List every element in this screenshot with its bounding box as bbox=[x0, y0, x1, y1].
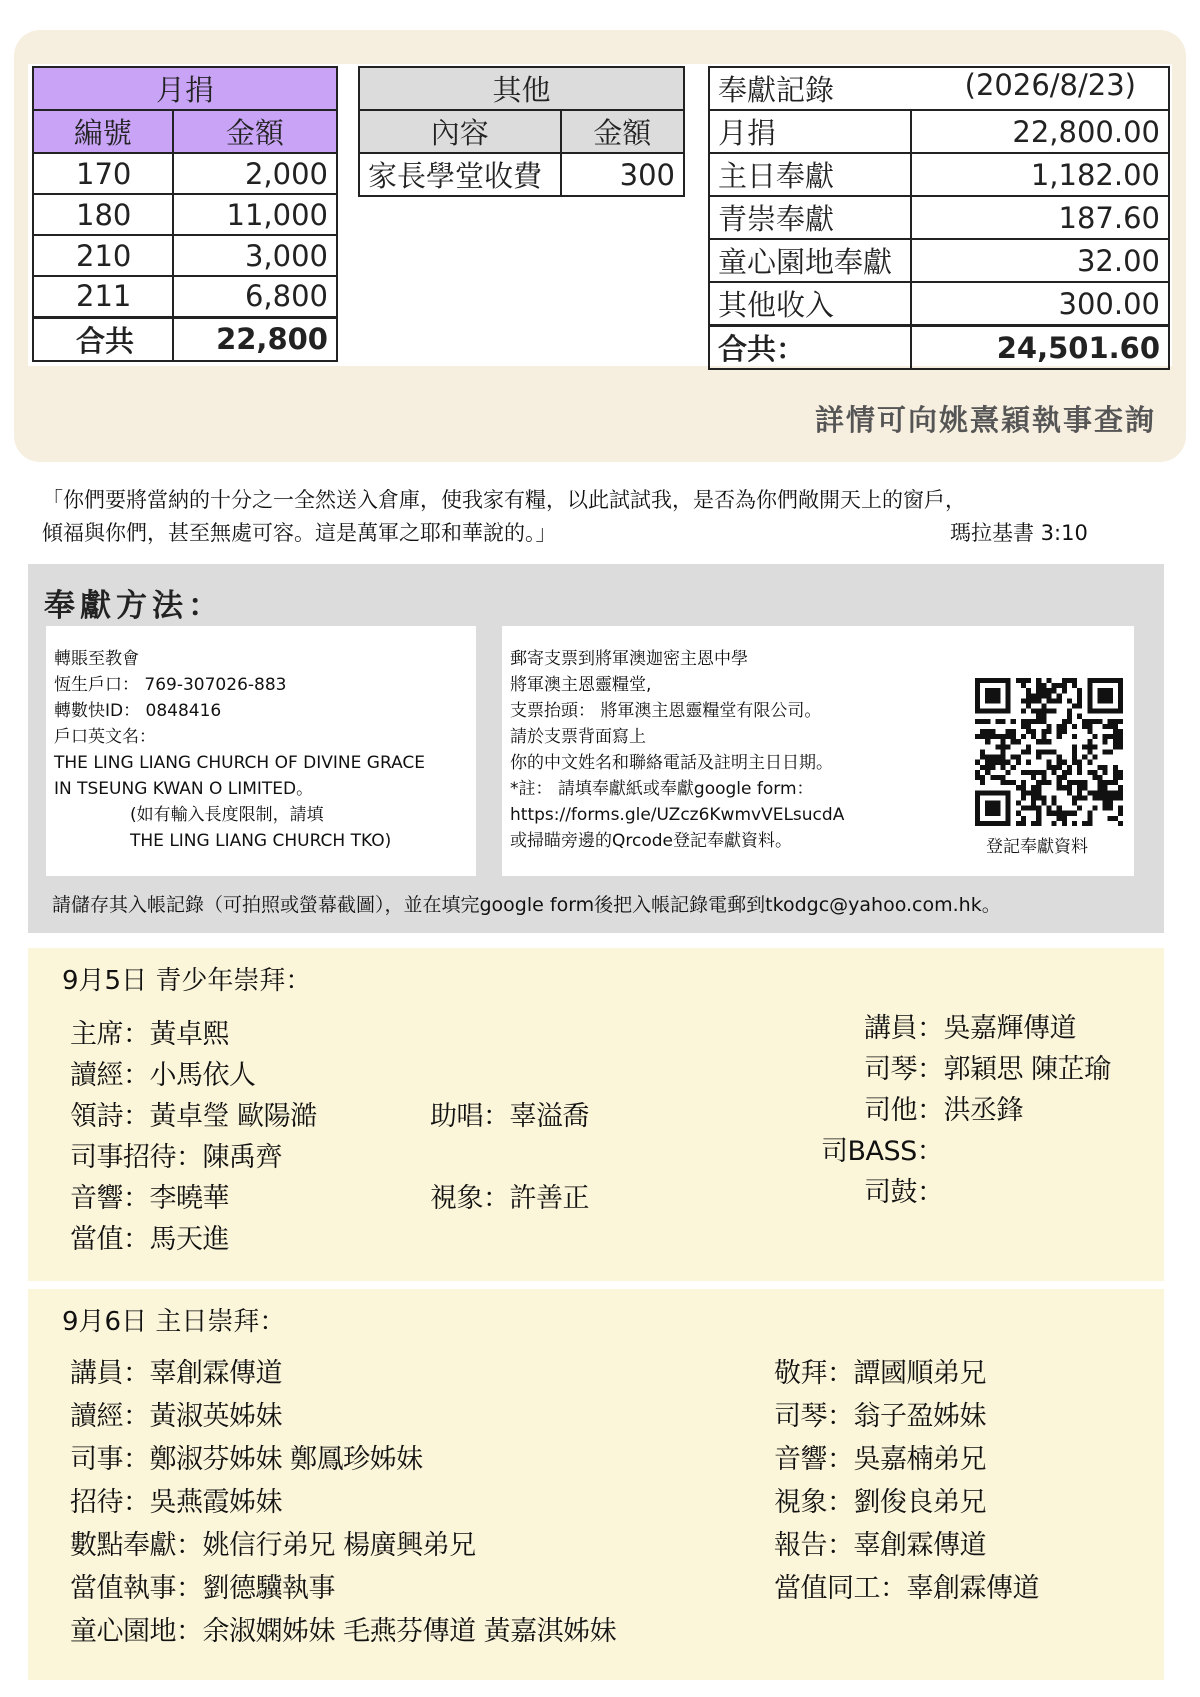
monthly-table-title: 月捐 bbox=[33, 67, 337, 110]
roster-worship-leader: 領詩：黃卓瑩 歐陽澔 bbox=[70, 1101, 317, 1132]
monthly-no: 170 bbox=[33, 153, 173, 194]
qr-caption: 登記奉獻資料 bbox=[986, 837, 1088, 857]
roster-piano: 司琴：郭穎思 陳芷瑜 bbox=[864, 1054, 1111, 1085]
table-row bbox=[33, 194, 337, 235]
other-col-content: 內容 bbox=[359, 110, 561, 153]
roster-reading: 讀經：黃淑英姊妹 bbox=[70, 1401, 282, 1432]
roster-drums: 司鼓： bbox=[864, 1177, 944, 1208]
other-col-amount: 金額 bbox=[561, 110, 685, 153]
scripture-line: 傾福與你們，甚至無處可容。這是萬軍之耶和華說的。」 bbox=[42, 521, 557, 545]
table-row bbox=[709, 196, 1169, 239]
monthly-amount: 6,800 bbox=[173, 276, 337, 317]
roster-speaker: 講員：吳嘉輝傳道 bbox=[864, 1013, 1076, 1044]
bank-transfer-box bbox=[46, 626, 476, 876]
record-total-value: 24,501.60 bbox=[911, 326, 1169, 370]
cheque-line: *註： 請填奉獻紙或奉獻google form： bbox=[510, 779, 814, 799]
roster-welcome: 招待：吳燕霞姊妹 bbox=[70, 1487, 282, 1518]
offering-record-table bbox=[708, 66, 1170, 370]
roster-usher: 司事招待：陳禹齊 bbox=[70, 1142, 282, 1173]
other-income-table bbox=[358, 66, 685, 197]
sunday-service-roster bbox=[28, 1289, 1164, 1680]
youth-service-roster bbox=[28, 948, 1164, 1281]
record-table-header bbox=[709, 67, 1169, 110]
monthly-no: 180 bbox=[33, 194, 173, 235]
record-label: 其他收入 bbox=[709, 282, 911, 326]
record-value: 1,182.00 bbox=[911, 153, 1169, 196]
bank-line: (如有輸入長度限制，請填 bbox=[130, 805, 324, 825]
other-amount: 300 bbox=[561, 153, 685, 196]
sunday-service-title: 9月6日 主日崇拜： bbox=[62, 1307, 286, 1337]
cheque-payee: 支票抬頭： 將軍澳主恩靈糧堂有限公司。 bbox=[510, 701, 822, 721]
account-name: IN TSEUNG KWAN O LIMITED。 bbox=[54, 779, 314, 799]
roster-chair: 主席：黃卓熙 bbox=[70, 1019, 229, 1050]
youth-service-title: 9月5日 青少年崇拜： bbox=[62, 966, 312, 996]
roster-bass: 司BASS： bbox=[821, 1136, 944, 1167]
monthly-col-amount: 金額 bbox=[173, 110, 337, 153]
record-label: 主日奉獻 bbox=[709, 153, 911, 196]
cheque-line: 將軍澳主恩靈糧堂, bbox=[510, 675, 652, 695]
monthly-no: 211 bbox=[33, 276, 173, 317]
record-label: 月捐 bbox=[709, 110, 911, 153]
cheque-line: 郵寄支票到將軍澳迦密主恩中學 bbox=[510, 649, 748, 669]
bank-line: 轉賬至教會 bbox=[54, 649, 139, 669]
table-row bbox=[709, 110, 1169, 153]
monthly-amount: 2,000 bbox=[173, 153, 337, 194]
record-value: 300.00 bbox=[911, 282, 1169, 326]
roster-offering-count: 數點奉獻：姚信行弟兄 楊廣興弟兄 bbox=[70, 1530, 476, 1561]
table-row bbox=[33, 153, 337, 194]
roster-sound: 音響：李曉華 bbox=[70, 1183, 229, 1214]
record-total-label: 合共： bbox=[709, 326, 911, 370]
roster-children: 童心園地：余淑嫻姊妹 毛燕芬傳道 黃嘉淇姊妹 bbox=[70, 1616, 617, 1647]
table-row bbox=[33, 276, 337, 317]
roster-visual: 視象：劉俊良弟兄 bbox=[774, 1487, 986, 1518]
scripture-reference: 瑪拉基書 3:10 bbox=[950, 521, 1088, 545]
roster-sound: 音響：吳嘉楠弟兄 bbox=[774, 1444, 986, 1475]
method-title: 奉獻方法： bbox=[44, 588, 224, 624]
roster-speaker: 講員：辜創霖傳道 bbox=[70, 1358, 282, 1389]
roster-duty-deacon: 當值執事：劉德驥執事 bbox=[70, 1573, 335, 1604]
roster-worship: 敬拜：譚國順弟兄 bbox=[774, 1358, 986, 1389]
roster-guitar: 司他：洪丞鋒 bbox=[864, 1095, 1023, 1126]
table-row bbox=[359, 153, 684, 196]
cheque-box bbox=[502, 626, 1134, 876]
contact-note: 詳情可向姚熹穎執事查詢 bbox=[814, 403, 1156, 437]
monthly-total-label: 合共 bbox=[33, 317, 173, 361]
roster-ushers: 司事：鄭淑芬姊妹 鄭鳳珍姊妹 bbox=[70, 1444, 423, 1475]
record-total-row bbox=[709, 326, 1169, 370]
record-title: 奉獻記錄 bbox=[718, 73, 835, 107]
record-value: 22,800.00 bbox=[911, 110, 1169, 153]
scripture-line: 「你們要將當納的十分之一全然送入倉庫，使我家有糧，以此試試我，是否為你們敞開天上的窗戶， bbox=[42, 488, 966, 512]
roster-piano: 司琴：翁子盈姊妹 bbox=[774, 1401, 986, 1432]
google-form-link[interactable]: https://forms.gle/UZcz6KwmvVELsucdA bbox=[510, 805, 845, 825]
table-row bbox=[709, 282, 1169, 326]
bank-line: 戶口英文名： bbox=[54, 727, 156, 747]
cheque-line: 請於支票背面寫上 bbox=[510, 727, 646, 747]
monthly-col-no: 編號 bbox=[33, 110, 173, 153]
monthly-amount: 3,000 bbox=[173, 235, 337, 276]
cheque-line: 你的中文姓名和聯絡電話及註明主日日期。 bbox=[510, 753, 833, 773]
roster-reading: 讀經：小馬依人 bbox=[70, 1060, 256, 1091]
record-label: 童心園地奉獻 bbox=[709, 239, 911, 282]
roster-duty: 當值：馬天進 bbox=[70, 1224, 229, 1255]
fps-id: 轉數快ID： 0848416 bbox=[54, 701, 222, 721]
other-table-title: 其他 bbox=[359, 67, 684, 110]
record-value: 187.60 bbox=[911, 196, 1169, 239]
monthly-total-row bbox=[33, 317, 337, 361]
table-row bbox=[709, 239, 1169, 282]
roster-duty-staff: 當值同工：辜創霖傳道 bbox=[774, 1573, 1039, 1604]
table-row bbox=[709, 153, 1169, 196]
offering-summary-panel bbox=[14, 30, 1186, 462]
record-value: 32.00 bbox=[911, 239, 1169, 282]
monthly-offering-table bbox=[32, 66, 338, 362]
cheque-line: 或掃瞄旁邊的Qrcode登記奉獻資料。 bbox=[510, 831, 792, 851]
bank-account: 恆生戶口： 769-307026-883 bbox=[54, 675, 287, 695]
roster-visual: 視象：許善正 bbox=[430, 1183, 589, 1214]
record-label: 青崇奉獻 bbox=[709, 196, 911, 239]
bank-line: THE LING LIANG CHURCH TKO) bbox=[130, 831, 392, 851]
offering-method-panel bbox=[28, 564, 1164, 933]
monthly-total-value: 22,800 bbox=[173, 317, 337, 361]
method-footer-note: 請儲存其入帳記錄（可拍照或螢幕截圖），並在填完google form後把入帳記錄電郵到tkodgc@yahoo.com.hk。 bbox=[52, 894, 1001, 916]
table-row bbox=[33, 235, 337, 276]
roster-backing-vocal: 助唱：辜溢喬 bbox=[430, 1101, 589, 1132]
roster-announcement: 報告：辜創霖傳道 bbox=[774, 1530, 986, 1561]
qr-code-icon[interactable] bbox=[975, 678, 1123, 826]
monthly-no: 210 bbox=[33, 235, 173, 276]
monthly-amount: 11,000 bbox=[173, 194, 337, 235]
account-name: THE LING LIANG CHURCH OF DIVINE GRACE bbox=[54, 753, 426, 773]
other-content: 家長學堂收費 bbox=[359, 153, 561, 196]
record-date: (2026/8/23) bbox=[964, 68, 1136, 102]
